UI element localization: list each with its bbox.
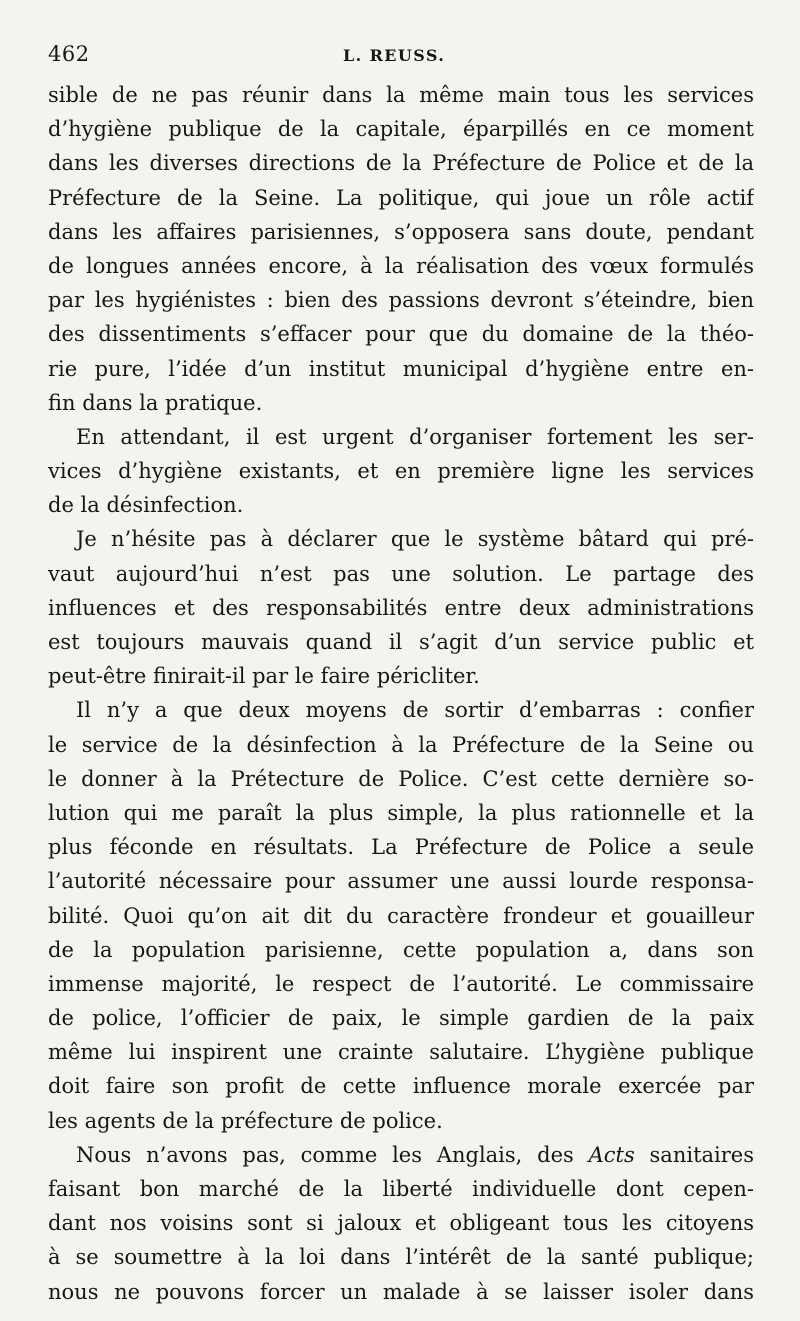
text-line: de police, l’officier de paix, le simple gardien de la paix bbox=[48, 1006, 754, 1031]
text-line: fin dans la pratique. bbox=[48, 390, 263, 415]
text-line: dans les affaires parisiennes, s’opposera sans doute, pendant bbox=[48, 219, 754, 244]
text-line: Préfecture de la Seine. La politique, qui joue un rôle actif bbox=[48, 185, 754, 210]
text-line: bilité. Quoi qu’on ait dit du caractère frondeur et gouailleur bbox=[48, 903, 754, 928]
text-line: vaut aujourd’hui n’est pas une solution. Le partage des bbox=[48, 561, 754, 586]
text-line: de la désinfection. bbox=[48, 493, 244, 518]
text-line: dant nos voisins sont si jaloux et obligeant tous les citoyens bbox=[48, 1211, 754, 1236]
text-line: Je n’hésite pas à déclarer que le système bâtard qui pré- bbox=[76, 527, 754, 552]
text-line: le service de la désinfection à la Préfecture de la Seine ou bbox=[48, 732, 754, 757]
text-line: rie pure, l’idée d’un institut municipal d’hygiène entre en- bbox=[48, 356, 754, 381]
italic-term: Acts bbox=[588, 1142, 635, 1167]
text-line: par les hygiénistes : bien des passions devront s’éteindre, bien bbox=[48, 288, 754, 313]
text-line: vices d’hygiène existants, et en première ligne les services bbox=[48, 459, 754, 484]
text-line: les agents de la préfecture de police. bbox=[48, 1108, 443, 1133]
text-segment: sanitaires bbox=[634, 1142, 754, 1167]
running-head: L. REUSS. bbox=[343, 46, 446, 65]
text-segment: Nous n’avons pas, comme les Anglais, des bbox=[76, 1142, 589, 1167]
text-line: à se soumettre à la loi dans l’intérêt de la santé publique; bbox=[48, 1245, 754, 1270]
text-line: de la population parisienne, cette population a, dans son bbox=[48, 937, 754, 962]
page-header bbox=[48, 38, 754, 78]
text-line: sible de ne pas réunir dans la même main tous les services bbox=[48, 83, 754, 107]
text-line: influences et des responsabilités entre deux administrations bbox=[48, 595, 754, 620]
text-line: dans les diverses directions de la Préfecture de Police et de la bbox=[48, 151, 754, 176]
page-number: 462 bbox=[48, 42, 90, 66]
text-line: immense majorité, le respect de l’autorité. Le commissaire bbox=[48, 971, 754, 996]
body-text bbox=[48, 78, 754, 1309]
text-line: même lui inspirent une crainte salutaire. L’hygiène publique bbox=[48, 1040, 754, 1065]
text-line: lution qui me paraît la plus simple, la plus rationnelle et la bbox=[48, 800, 754, 825]
text-line: Il n’y a que deux moyens de sortir d’embarras : confier bbox=[76, 698, 754, 723]
text-line: En attendant, il est urgent d’organiser fortement les ser- bbox=[76, 424, 754, 449]
text-line: est toujours mauvais quand il s’agit d’un service public et bbox=[48, 630, 754, 654]
text-line: des dissentiments s’effacer pour que du domaine de la théo- bbox=[48, 322, 754, 347]
text-line: faisant bon marché de la liberté individuelle dont cepen- bbox=[48, 1177, 754, 1201]
text-line: nous ne pouvons forcer un malade à se laisser isoler dans bbox=[48, 1279, 754, 1304]
text-line: de longues années encore, à la réalisation des vœux formulés bbox=[48, 253, 754, 278]
text-line bbox=[48, 1138, 754, 1172]
text-line: d’hygiène publique de la capitale, éparpillés en ce moment bbox=[48, 117, 754, 142]
text-line: peut-être finirait-il par le faire péricliter. bbox=[48, 664, 480, 689]
text-line: le donner à la Prétecture de Police. C’est cette dernière so- bbox=[48, 766, 754, 791]
text-line: l’autorité nécessaire pour assumer une aussi lourde responsa- bbox=[48, 869, 754, 894]
text-line: doit faire son profit de cette influence morale exercée par bbox=[48, 1074, 754, 1099]
text-line: plus féconde en résultats. La Préfecture de Police a seule bbox=[48, 835, 754, 860]
